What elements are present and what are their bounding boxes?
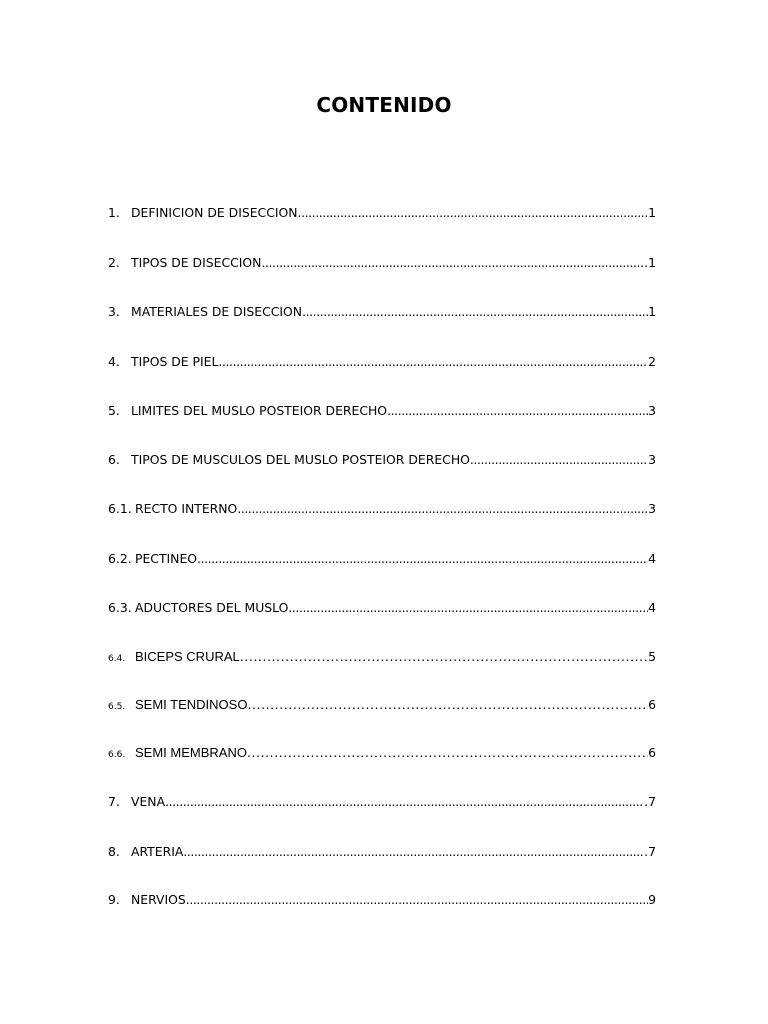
toc-entry bbox=[108, 451, 656, 469]
toc-entry-label: NERVIOS bbox=[131, 892, 186, 907]
toc-entry-label: RECTO INTERNO bbox=[135, 501, 238, 516]
toc-entry-number: 7. bbox=[108, 794, 120, 809]
toc-dot-leader bbox=[247, 744, 648, 762]
table-of-contents bbox=[108, 0, 656, 1024]
toc-entry-number: 8. bbox=[108, 844, 120, 859]
toc-dot-leader bbox=[387, 402, 648, 420]
toc-entry-label: VENA bbox=[131, 794, 166, 809]
toc-entry-page: 2 bbox=[648, 354, 656, 369]
toc-entry-number: 5. bbox=[108, 403, 120, 418]
toc-entry bbox=[108, 500, 656, 518]
toc-entry-label: TIPOS DE MUSCULOS DEL MUSLO POSTEIOR DERECHO bbox=[131, 452, 470, 467]
toc-entry-label: MATERIALES DE DISECCION bbox=[131, 304, 303, 319]
toc-entry-page: 1 bbox=[648, 304, 656, 319]
toc-entry-page: 6 bbox=[648, 697, 656, 712]
toc-entry bbox=[108, 696, 656, 714]
toc-entry bbox=[108, 891, 656, 909]
toc-entry bbox=[108, 254, 656, 272]
toc-entry-number: 6.6. bbox=[108, 750, 126, 760]
toc-dot-leader bbox=[186, 891, 648, 909]
toc-entry-number: 4. bbox=[108, 354, 120, 369]
toc-entry-number: 2. bbox=[108, 255, 120, 270]
toc-dot-leader bbox=[237, 500, 648, 518]
toc-dot-leader bbox=[298, 204, 649, 222]
toc-entry-page: 4 bbox=[648, 551, 656, 566]
toc-dot-leader bbox=[165, 793, 644, 811]
toc-entry-number: 6. bbox=[108, 452, 120, 467]
toc-entry bbox=[108, 303, 656, 321]
toc-entry-label: SEMI TENDINOSO bbox=[135, 697, 248, 712]
toc-entry-page: 6 bbox=[648, 745, 656, 760]
toc-entry bbox=[108, 744, 656, 762]
toc-entry bbox=[108, 843, 656, 861]
toc-entry-label: TIPOS DE PIEL bbox=[131, 354, 219, 369]
toc-entry-page: 3 bbox=[648, 403, 656, 418]
toc-entry-label: BICEPS CRURAL bbox=[135, 649, 240, 664]
toc-entry-page: .7 bbox=[644, 844, 656, 859]
toc-entry-page: 9 bbox=[648, 892, 656, 907]
toc-entry bbox=[108, 550, 656, 568]
toc-dot-leader bbox=[218, 353, 648, 371]
page-title: CONTENIDO bbox=[316, 93, 452, 117]
toc-entry-number: 6.3. bbox=[108, 600, 132, 615]
toc-entry-label: LIMITES DEL MUSLO POSTEIOR DERECHO bbox=[131, 403, 388, 418]
toc-entry-number: 9. bbox=[108, 892, 120, 907]
toc-entry-number: 3. bbox=[108, 304, 120, 319]
toc-dot-leader bbox=[261, 254, 644, 272]
toc-entry bbox=[108, 353, 656, 371]
toc-entry-page: 4 bbox=[648, 600, 656, 615]
toc-entry-number: 6.5. bbox=[108, 702, 126, 712]
toc-entry-page: 3 bbox=[648, 501, 656, 516]
toc-entry-page: 1 bbox=[648, 205, 656, 220]
toc-entry-page: .7 bbox=[644, 794, 656, 809]
toc-entry-label: PECTINEO bbox=[135, 551, 198, 566]
toc-entry-label: TIPOS DE DISECCION bbox=[131, 255, 262, 270]
toc-entry-page: 3 bbox=[648, 452, 656, 467]
toc-entry bbox=[108, 204, 656, 222]
toc-dot-leader bbox=[288, 599, 648, 617]
toc-entry-number: 6.1. bbox=[108, 501, 132, 516]
toc-entry-label: DEFINICION DE DISECCION bbox=[131, 205, 298, 220]
toc-entry bbox=[108, 648, 656, 666]
toc-entry-page: .1 bbox=[644, 255, 656, 270]
toc-entry bbox=[108, 599, 656, 617]
toc-entry-number: 6.4. bbox=[108, 654, 126, 664]
toc-dot-leader bbox=[197, 550, 648, 568]
toc-entry-label: ARTERIA bbox=[131, 844, 184, 859]
toc-entry-number: 6.2. bbox=[108, 551, 132, 566]
toc-entry-label: ADUCTORES DEL MUSLO bbox=[135, 600, 289, 615]
toc-dot-leader bbox=[183, 843, 644, 861]
toc-dot-leader bbox=[247, 696, 648, 714]
toc-entry-label: SEMI MEMBRANO bbox=[135, 745, 247, 760]
toc-entry bbox=[108, 793, 656, 811]
toc-dot-leader bbox=[302, 303, 648, 321]
toc-entry-number: 1. bbox=[108, 205, 120, 220]
toc-dot-leader bbox=[240, 648, 648, 666]
toc-entry-page: 5 bbox=[648, 649, 656, 664]
toc-entry bbox=[108, 402, 656, 420]
toc-dot-leader bbox=[470, 451, 648, 469]
